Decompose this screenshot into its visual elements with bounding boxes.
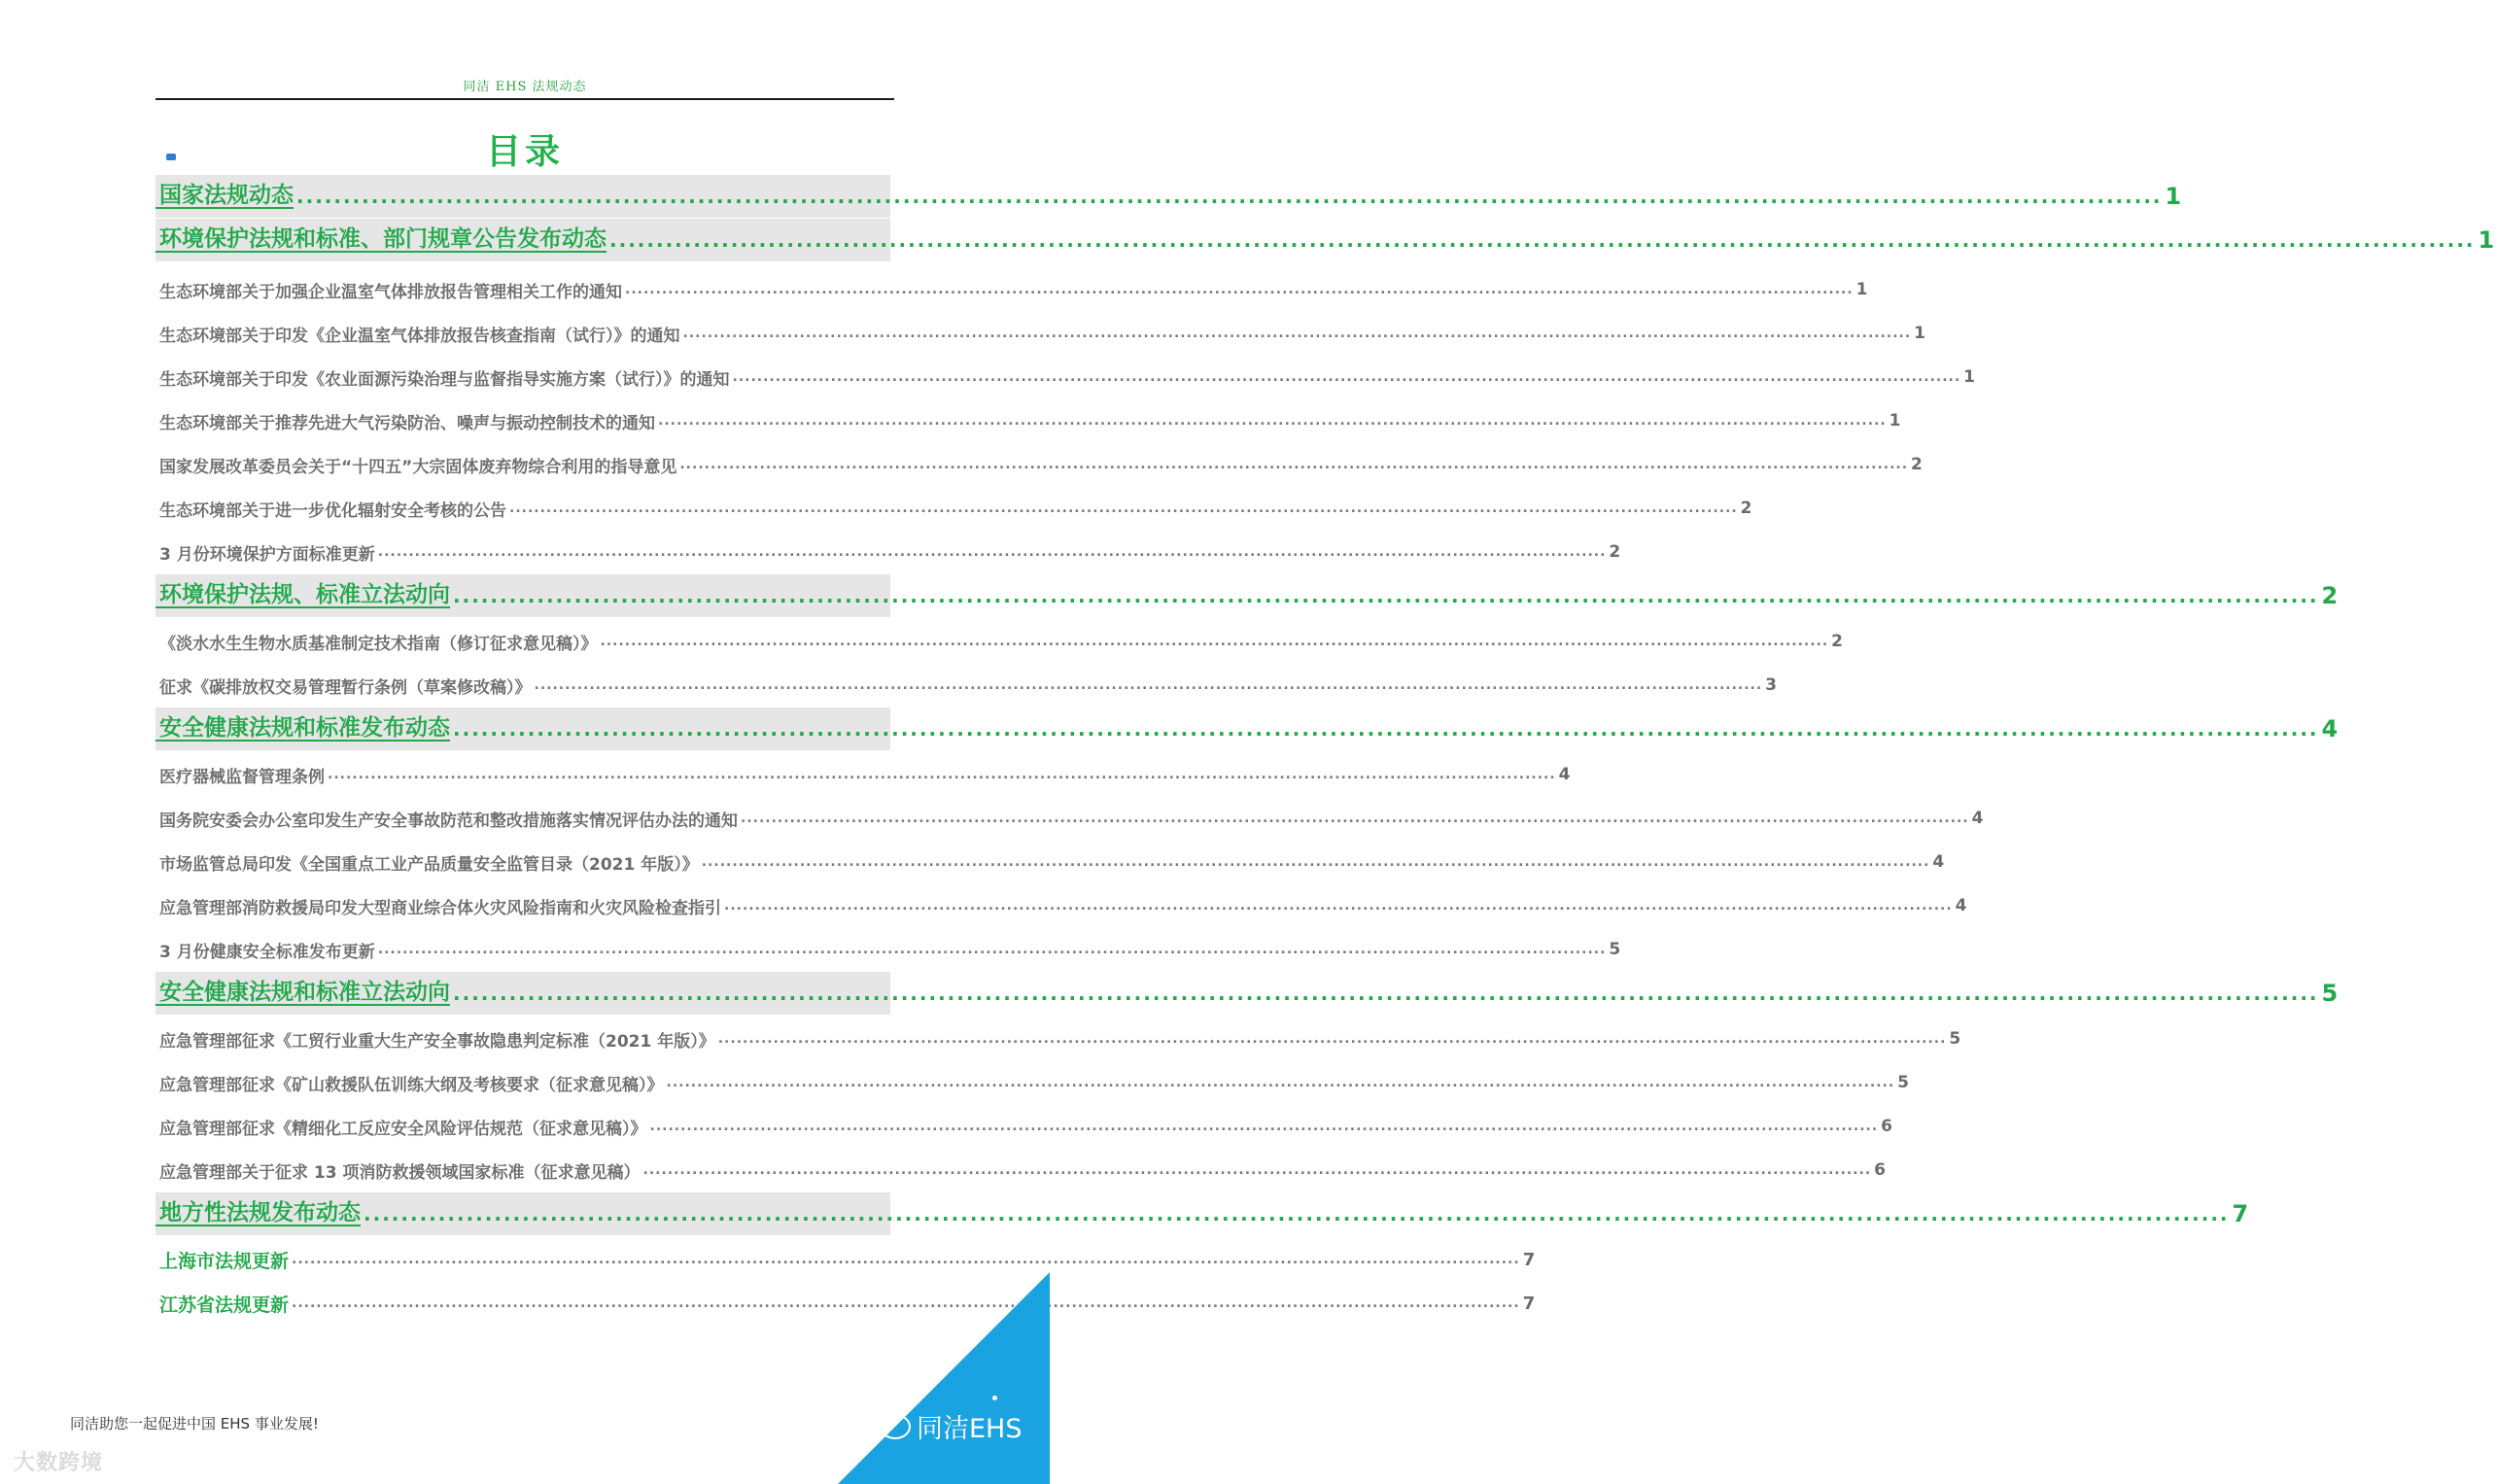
toc-item-link[interactable] (156, 1238, 1536, 1281)
toc-entry-title: 地方性法规发布动态 (156, 1201, 361, 1226)
toc-page-number: 7 (1522, 1293, 1536, 1314)
toc-leader-dots: ........................................................................................................................................................................................................ (666, 1075, 1895, 1090)
toc-leader-dots: ........................................................................................................................................................................................................ (328, 767, 1556, 782)
toc-entry-title: 应急管理部征求《工贸行业重大生产安全事故隐患判定标准（2021 年版）》 (159, 1031, 715, 1052)
toc-entry-title: 国家发展改革委员会关于“十四五”大宗固体废弃物综合利用的指导意见 (159, 457, 677, 477)
toc-section-link[interactable] (156, 574, 2339, 617)
toc-leader-dots: ........................................................................................................................................................................................................ (732, 369, 1961, 385)
toc-leader-dots: ........................................................................................................................................................................................................ (724, 898, 1953, 914)
toc-item-link[interactable] (156, 531, 1621, 573)
toc-section-link[interactable] (156, 972, 2339, 1015)
brand-label: 同洁EHS (917, 1414, 1023, 1444)
toc-page-number: 1 (2165, 183, 2182, 210)
brand-dot (992, 1396, 997, 1400)
toc-item-link[interactable] (156, 487, 1752, 530)
toc-leader-dots: ........................................................................................................................................................................................................ (296, 185, 2163, 208)
toc-item-link[interactable] (156, 664, 1778, 707)
toc-item-link[interactable] (156, 399, 1901, 442)
toc-item-link[interactable] (156, 753, 1571, 796)
toc-leader-dots: ........................................................................................................................................................................................................ (642, 1162, 1872, 1178)
toc-leader-dots: ........................................................................................................................................................................................................ (292, 1295, 1520, 1311)
watermark: 大数跨境 (14, 1451, 104, 1475)
toc-leader-dots: ........................................................................................................................................................................................................ (453, 717, 2319, 741)
toc-page-number: 4 (1955, 896, 1967, 915)
wechat-icon (880, 1414, 911, 1439)
toc-leader-dots: ........................................................................................................................................................................................................ (682, 326, 1912, 341)
toc-section-link[interactable] (156, 175, 2182, 218)
toc-section-link[interactable] (156, 707, 2339, 750)
running-header: 同洁 EHS 法规动态 (463, 80, 587, 94)
toc-item-link[interactable] (156, 1061, 1910, 1104)
toc-item-link[interactable] (156, 620, 1844, 663)
toc-leader-dots: ........................................................................................................................................................................................................ (625, 282, 1854, 297)
toc-item-link[interactable] (156, 1018, 1961, 1060)
toc-entry-title: 应急管理部征求《矿山救援队伍训练大纲及考核要求（征求意见稿）》 (159, 1075, 664, 1095)
toc-leader-dots: ........................................................................................................................................................................................................ (658, 413, 1887, 429)
toc-entry-title: 应急管理部关于征求 13 项消防救援领域国家标准（征求意见稿） (159, 1162, 641, 1183)
toc-leader-dots: ........................................................................................................................................................................................................ (377, 544, 1607, 560)
toc-item-link[interactable] (156, 1282, 1536, 1325)
toc-item-link[interactable] (156, 884, 1967, 927)
toc-leader-dots: ........................................................................................................................................................................................................ (701, 854, 1930, 870)
toc-item-link[interactable] (156, 443, 1923, 486)
toc-item-link[interactable] (156, 312, 1926, 355)
toc-leader-dots: ........................................................................................................................................................................................................ (534, 677, 1763, 693)
toc-leader-dots: ........................................................................................................................................................................................................ (609, 228, 2476, 252)
toc-page-number: 1 (1855, 280, 1868, 299)
toc-entry-title: 征求《碳排放权交易管理暂行条例（草案修改稿）》 (159, 677, 532, 698)
toc-entry-title: 环境保护法规和标准、部门规章公告发布动态 (156, 227, 607, 253)
toc-page-number: 1 (1914, 324, 1926, 343)
toc-title: 目录 (485, 132, 564, 172)
toc-item-link[interactable] (156, 1105, 1893, 1148)
toc-page-number: 1 (2478, 226, 2495, 254)
toc-page-number: 2 (1831, 632, 1844, 651)
toc-leader-dots: ........................................................................................................................................................................................................ (717, 1031, 1947, 1047)
toc-entry-title: 上海市法规更新 (159, 1250, 290, 1272)
toc-leader-dots: ........................................................................................................................................................................................................ (377, 942, 1607, 957)
toc-entry-title: 3 月份健康安全标准发布更新 (159, 942, 375, 962)
toc-entry-title: 生态环境部关于加强企业温室气体排放报告管理相关工作的通知 (159, 282, 622, 302)
toc-leader-dots: ........................................................................................................................................................................................................ (679, 457, 1909, 472)
toc-item-link[interactable] (156, 1149, 1887, 1191)
toc-page-number: 6 (1881, 1117, 1893, 1136)
toc-page-number: 4 (1971, 809, 1984, 828)
toc-entry-title: 生态环境部关于印发《企业温室气体排放报告核查指南（试行）》的通知 (159, 326, 680, 346)
header-divider (156, 98, 894, 100)
toc-entry-title: 市场监管总局印发《全国重点工业产品质量安全监管目录（2021 年版）》 (159, 854, 699, 875)
toc-leader-dots: ........................................................................................................................................................................................................ (292, 1252, 1520, 1267)
toc-page-number: 7 (2232, 1200, 2249, 1227)
toc-leader-dots: ........................................................................................................................................................................................................ (364, 1202, 2230, 1225)
toc-page-number: 7 (1522, 1249, 1536, 1270)
toc-page-number: 4 (1932, 852, 1945, 872)
toc-item-link[interactable] (156, 928, 1621, 971)
toc-page-number: 2 (2321, 582, 2339, 609)
toc-entry-title: 医疗器械监督管理条例 (159, 767, 325, 787)
toc-entry-title: 国务院安委会办公室印发生产安全事故防范和整改措施落实情况评估办法的通知 (159, 811, 738, 831)
toc-page-number: 3 (1765, 675, 1778, 695)
toc-entry-title: 《淡水水生生物水质基准制定技术指南（修订征求意见稿）》 (159, 634, 598, 654)
toc-page-number: 5 (1897, 1073, 1910, 1092)
toc-leader-dots: ........................................................................................................................................................................................................ (453, 584, 2319, 607)
toc-page-number: 4 (2321, 715, 2339, 742)
toc-page-number: 6 (1874, 1160, 1887, 1180)
toc-entry-title: 生态环境部关于推荐先进大气污染防治、噪声与振动控制技术的通知 (159, 413, 655, 433)
toc-leader-dots: ........................................................................................................................................................................................................ (600, 634, 1829, 649)
toc-entry-title: 应急管理部征求《精细化工反应安全风险评估规范（征求意见稿）》 (159, 1119, 647, 1139)
toc-entry-title: 安全健康法规和标准发布动态 (156, 716, 450, 742)
toc-page-number: 2 (1740, 499, 1752, 518)
toc-entry-title: 3 月份环境保护方面标准更新 (159, 544, 375, 565)
toc-leader-dots: ........................................................................................................................................................................................................ (649, 1119, 1879, 1134)
toc-entry-title: 应急管理部消防救援局印发大型商业综合体火灾风险指南和火灾风险检查指引 (159, 898, 721, 918)
toc-leader-dots: ........................................................................................................................................................................................................ (509, 500, 1738, 516)
toc-entry-title: 环境保护法规、标准立法动向 (156, 583, 450, 608)
toc-item-link[interactable] (156, 841, 1945, 883)
corner-decoration (838, 1272, 1050, 1484)
toc-page-number: 4 (1558, 765, 1571, 784)
toc-page-number: 5 (1609, 940, 1621, 959)
toc-section-link[interactable] (156, 219, 2495, 261)
brand-mark (880, 1407, 1023, 1445)
toc-leader-dots: ........................................................................................................................................................................................................ (741, 811, 1969, 826)
toc-item-link[interactable] (156, 797, 1984, 840)
toc-item-link[interactable] (156, 356, 1976, 398)
toc-page-number: 5 (1949, 1029, 1961, 1049)
toc-page-number: 1 (1889, 411, 1901, 431)
toc-entry-title: 国家法规动态 (156, 184, 294, 209)
toc-entry-title: 江苏省法规更新 (159, 1294, 290, 1316)
toc-entry-title: 生态环境部关于进一步优化辐射安全考核的公告 (159, 500, 506, 521)
toc-item-link[interactable] (156, 268, 1868, 311)
toc-page-number: 5 (2321, 980, 2339, 1007)
footer-slogan: 同洁助您一起促进中国 EHS 事业发展! (70, 1415, 319, 1432)
toc-section-link[interactable] (156, 1192, 2249, 1235)
toc-page-number: 2 (1609, 542, 1621, 562)
toc-page-number: 2 (1911, 455, 1923, 474)
toc-page-number: 1 (1963, 367, 1976, 387)
toc-entry-title: 生态环境部关于印发《农业面源污染治理与监督指导实施方案（试行）》的通知 (159, 369, 730, 390)
toc-leader-dots: ........................................................................................................................................................................................................ (453, 982, 2319, 1005)
toc-entry-title: 安全健康法规和标准立法动向 (156, 981, 450, 1006)
